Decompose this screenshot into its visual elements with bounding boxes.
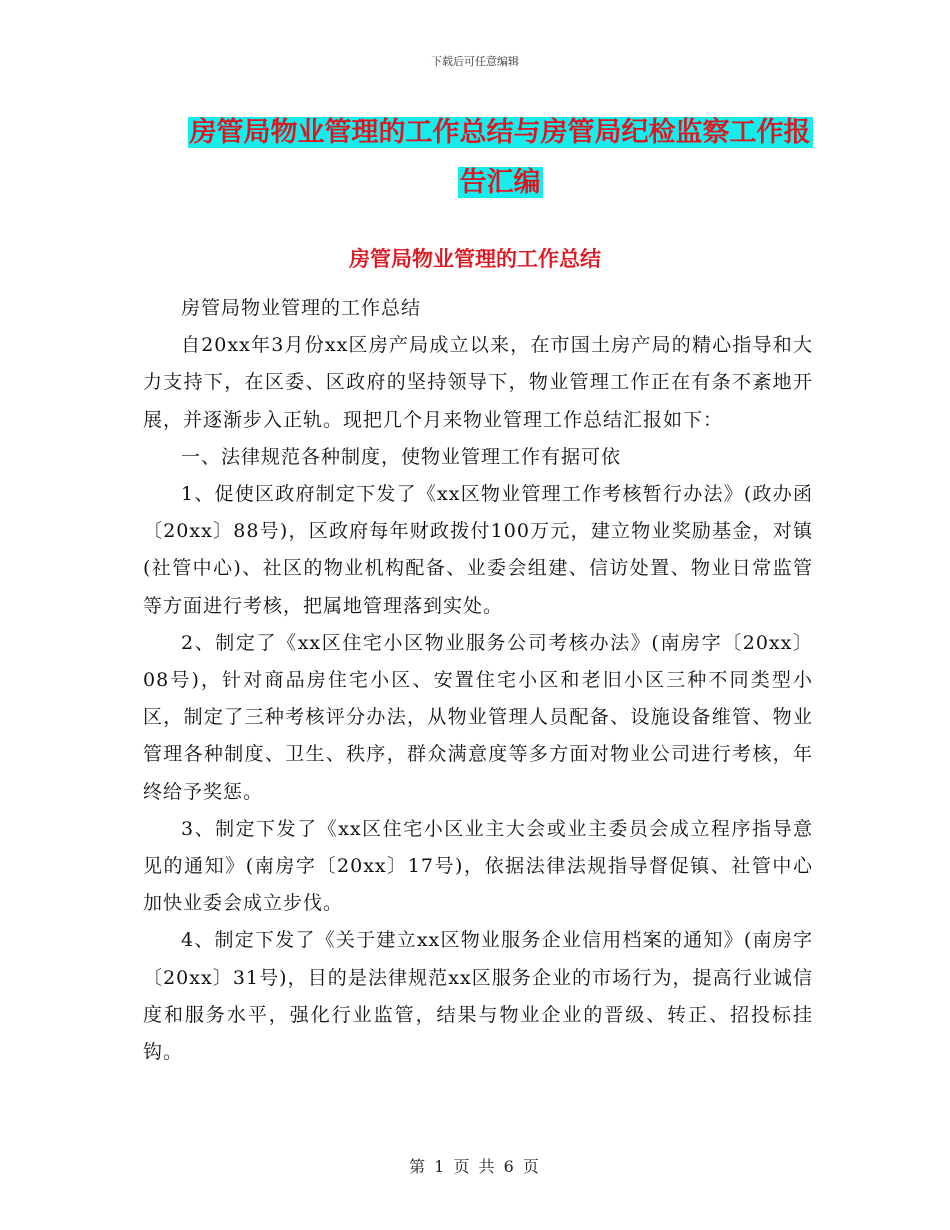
page-footer: 第 1 页 共 6 页 [409,1157,541,1176]
body-paragraph: 4、制定下发了《关于建立xx区物业服务企业信用档案的通知》(南房字〔20xx〕31号)，目的是法律规范xx区服务企业的市场行为，提高行业诚信度和服务水平，强化行业监管，结果与物业企业的晋级、转正、招投标挂钩。 [143,929,813,1064]
section-title: 房管局物业管理的工作总结 [349,247,601,271]
body-paragraph: 2、制定了《xx区住宅小区物业服务公司考核办法》(南房字〔20xx〕08号)，针对商品房住宅小区、安置住宅小区和老旧小区三种不同类型小区，制定了三种考核评分办法，从物业管理人员配备、设施设备维管、物业管理各种制度、卫生、秩序，群众满意度等多方面对物业公司进行考核，年终给予奖惩。 [143,631,813,803]
document-body [143,290,813,1071]
title-line-2: 告汇编 [459,167,541,198]
document-title [140,108,860,208]
body-paragraph: 房管局物业管理的工作总结 [181,297,422,319]
page-header-note: 下载后可任意编辑 [431,55,519,68]
title-line-1: 房管局物业管理的工作总结与房管局纪检监察工作报 [189,117,811,148]
body-paragraph: 3、制定下发了《xx区住宅小区业主大会或业主委员会成立程序指导意见的通知》(南房字〔20xx〕17号)，依据法律法规指导督促镇、社管中心加快业委会成立步伐。 [143,817,813,915]
body-paragraph: 一、法律规范各种制度，使物业管理工作有据可依 [181,445,622,468]
body-paragraph: 1、促使区政府制定下发了《xx区物业管理工作考核暂行办法》(政办函〔20xx〕88号)，区政府每年财政拨付100万元，建立物业奖励基金，对镇(社管中心)、社区的物业机构配备、业委会组建、信访处置、物业日常监管等方面进行考核，把属地管理落到实处。 [143,483,813,617]
body-paragraph: 自20xx年3月份xx区房产局成立以来，在市国土房产局的精心指导和大力支持下，在区委、区政府的坚持领导下，物业管理工作正在有条不紊地开展，并逐渐步入正轨。现把几个月来物业管理工作总结汇报如下： [143,334,813,431]
